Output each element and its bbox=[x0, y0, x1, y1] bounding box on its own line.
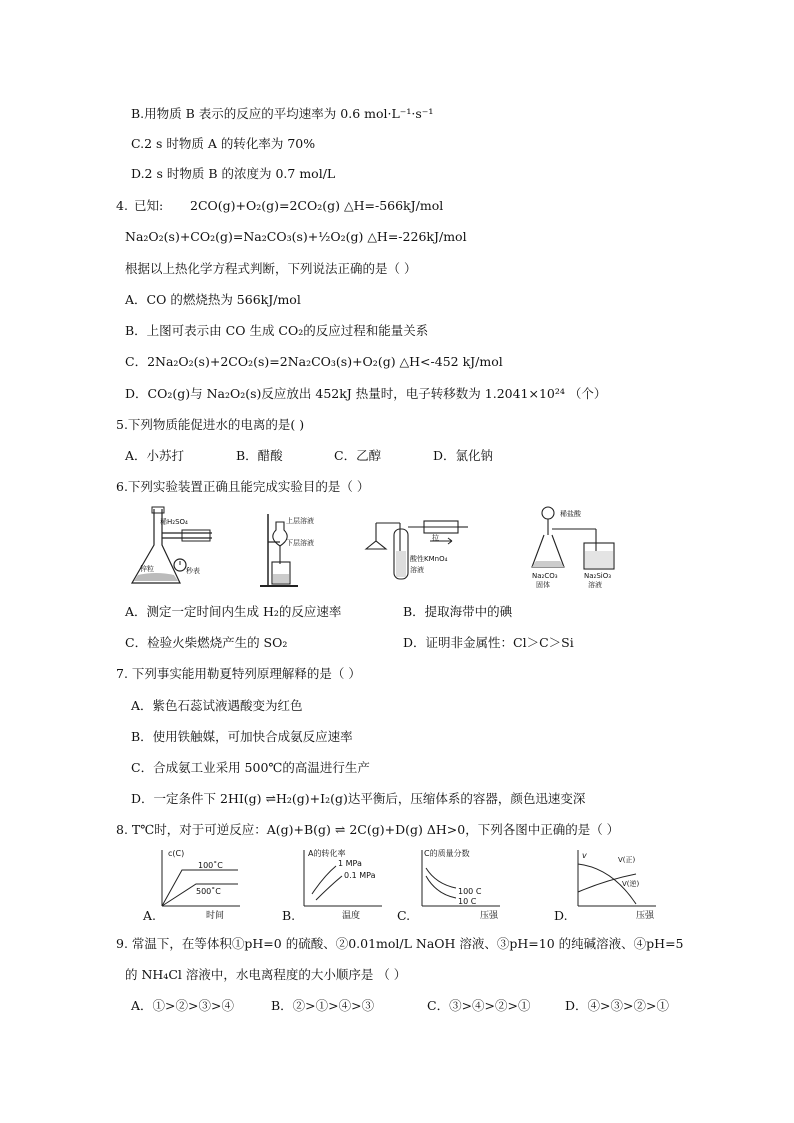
q8-graph-d-ylabel: v bbox=[582, 851, 587, 860]
q8-graph-c-label: C. bbox=[397, 908, 411, 923]
q6-option-b: B．提取海带中的碘 bbox=[403, 604, 513, 619]
q6-f4-solution-name: Na₂SiO₃ bbox=[584, 572, 612, 580]
q5-option-c: C．乙醇 bbox=[334, 448, 382, 463]
q8-graph-d-label: D. bbox=[554, 908, 568, 923]
q8-graph-c-curve-1: 100 C bbox=[458, 887, 482, 896]
q6-f3-reagent-label: 酸性KMnO₄ bbox=[410, 555, 448, 563]
q6-option-d: D．证明非金属性：Cl＞C＞Si bbox=[403, 635, 574, 650]
q8-graph-b bbox=[282, 846, 392, 924]
q7-option-d: D．一定条件下 2HI(g) ⇌H₂(g)+I₂(g)达平衡后，压缩体系的容器，颜色迅速变深 bbox=[131, 791, 586, 806]
q6-f3-pull-label: 拉 bbox=[432, 534, 439, 542]
q8-graph-c-xlabel: 压强 bbox=[480, 911, 499, 921]
q6-stem: 6.下列实验装置正确且能完成实验目的是（ ） bbox=[116, 479, 370, 494]
q6-figure-3-apparatus bbox=[362, 515, 472, 587]
q3-option-b: B.用物质 B 表示的反应的平均速率为 0.6 mol·L⁻¹·s⁻¹ bbox=[131, 106, 434, 121]
q8-graph-c-ylabel: C的质量分数 bbox=[424, 849, 470, 858]
q8-graph-d bbox=[556, 846, 666, 924]
q6-figure-2-apparatus bbox=[258, 512, 338, 590]
q6-f1-stopwatch-label: 秒表 bbox=[186, 567, 200, 575]
q8-graph-a-ylabel: c(C) bbox=[168, 849, 185, 858]
q8-stem: 8. T℃时，对于可逆反应：A(g)+B(g) ⇌ 2C(g)+D(g) ΔH>0，下列各图中正确的是（ ） bbox=[116, 822, 620, 837]
q7-stem: 7. 下列事实能用勒夏特列原理解释的是（ ） bbox=[116, 666, 361, 681]
q6-f1-acid-label: 稀H₂SO₄ bbox=[160, 518, 188, 526]
q4-equation-2: Na₂O₂(s)+CO₂(g)=Na₂CO₃(s)+½O₂(g) △H=-226kJ/mol bbox=[125, 229, 467, 244]
q8-graph-d-xlabel: 压强 bbox=[636, 911, 655, 921]
q6-f2-top-label: 上层溶液 bbox=[286, 517, 314, 525]
q6-f3-solution-label: 溶液 bbox=[410, 566, 424, 574]
q8-graph-a-curve-2: 500˚C bbox=[196, 887, 221, 896]
q8-graph-a-label: A. bbox=[143, 908, 157, 923]
q8-graph-d-curve-1: V(正) bbox=[618, 856, 636, 864]
q8-graph-b-curve-2: 0.1 MPa bbox=[344, 871, 376, 880]
q7-option-a: A．紫色石蕊试液遇酸变为红色 bbox=[131, 698, 303, 713]
q4-option-d: D．CO₂(g)与 Na₂O₂(s)反应放出 452kJ 热量时，电子转移数为 1.2041×10²⁴ （个） bbox=[125, 386, 607, 401]
q6-option-a: A．测定一定时间内生成 H₂的反应速率 bbox=[125, 604, 342, 619]
q5-stem: 5.下列物质能促进水的电离的是( ) bbox=[116, 417, 305, 432]
q4-number: 4. bbox=[116, 198, 128, 213]
q8-graph-c-curve-2: 10 C bbox=[458, 897, 477, 906]
q5-option-b: B．醋酸 bbox=[236, 448, 283, 463]
q6-figure-4-apparatus bbox=[530, 505, 630, 593]
q3-option-c: C.2 s 时物质 A 的转化率为 70% bbox=[131, 136, 316, 151]
q9-stem-line-2: 的 NH₄Cl 溶液中，水电离程度的大小顺序是 （ ） bbox=[125, 967, 407, 982]
q8-graph-b-curve-1: 1 MPa bbox=[338, 859, 362, 868]
q5-option-a: A．小苏打 bbox=[125, 448, 185, 463]
q9-option-b: B．②>①>④>③ bbox=[271, 998, 375, 1013]
q9-option-d: D．④>③>②>① bbox=[565, 998, 669, 1013]
q8-graph-c bbox=[400, 846, 510, 924]
q6-f4-solution-label: 溶液 bbox=[588, 581, 602, 589]
q6-option-c: C．检验火柴燃烧产生的 SO₂ bbox=[125, 635, 288, 650]
q7-option-b: B．使用铁触媒，可加快合成氨反应速率 bbox=[131, 729, 353, 744]
q4-stem: 根据以上热化学方程式判断，下列说法正确的是（ ） bbox=[125, 261, 417, 276]
q4-option-a: A．CO 的燃烧热为 566kJ/mol bbox=[125, 292, 301, 307]
q6-f4-acid-label: 稀盐酸 bbox=[560, 510, 581, 518]
q4-given: 已知: bbox=[134, 198, 164, 213]
q6-figure-1-apparatus bbox=[124, 505, 224, 590]
q6-f4-solid-label: 固体 bbox=[536, 581, 550, 589]
q8-graph-b-label: B. bbox=[282, 908, 296, 923]
q8-graph-a-curve-1: 100˚C bbox=[198, 861, 223, 870]
q8-graph-a bbox=[140, 846, 250, 924]
q4-option-c: C．2Na₂O₂(s)+2CO₂(s)=2Na₂CO₃(s)+O₂(g) △H<-452 kJ/mol bbox=[125, 354, 503, 369]
q9-stem-line-1: 9. 常温下，在等体积①pH=0 的硫酸、②0.01mol/L NaOH 溶液、③pH=10 的纯碱溶液、④pH=5 bbox=[116, 936, 684, 951]
q3-option-d: D.2 s 时物质 B 的浓度为 0.7 mol/L bbox=[131, 166, 336, 181]
q8-graph-b-xlabel: 温度 bbox=[342, 911, 361, 921]
q9-option-c: C．③>④>②>① bbox=[427, 998, 531, 1013]
q4-option-b: B．上图可表示由 CO 生成 CO₂的反应过程和能量关系 bbox=[125, 323, 429, 338]
q6-f2-bottom-label: 下层溶液 bbox=[286, 539, 314, 547]
q8-graph-b-ylabel: A的转化率 bbox=[308, 849, 346, 858]
q8-graph-d-curve-2: V(逆) bbox=[622, 880, 640, 888]
q4-equation-1: 2CO(g)+O₂(g)=2CO₂(g) △H=-566kJ/mol bbox=[190, 198, 444, 213]
q5-option-d: D．氯化钠 bbox=[433, 448, 494, 463]
q8-graph-a-xlabel: 时间 bbox=[206, 911, 225, 921]
q7-option-c: C．合成氨工业采用 500℃的高温进行生产 bbox=[131, 760, 370, 775]
q6-f1-zinc-label: 锌粒 bbox=[140, 565, 154, 573]
q9-option-a: A．①>②>③>④ bbox=[131, 998, 234, 1013]
q6-f4-solid-name: Na₂CO₃ bbox=[532, 572, 558, 580]
